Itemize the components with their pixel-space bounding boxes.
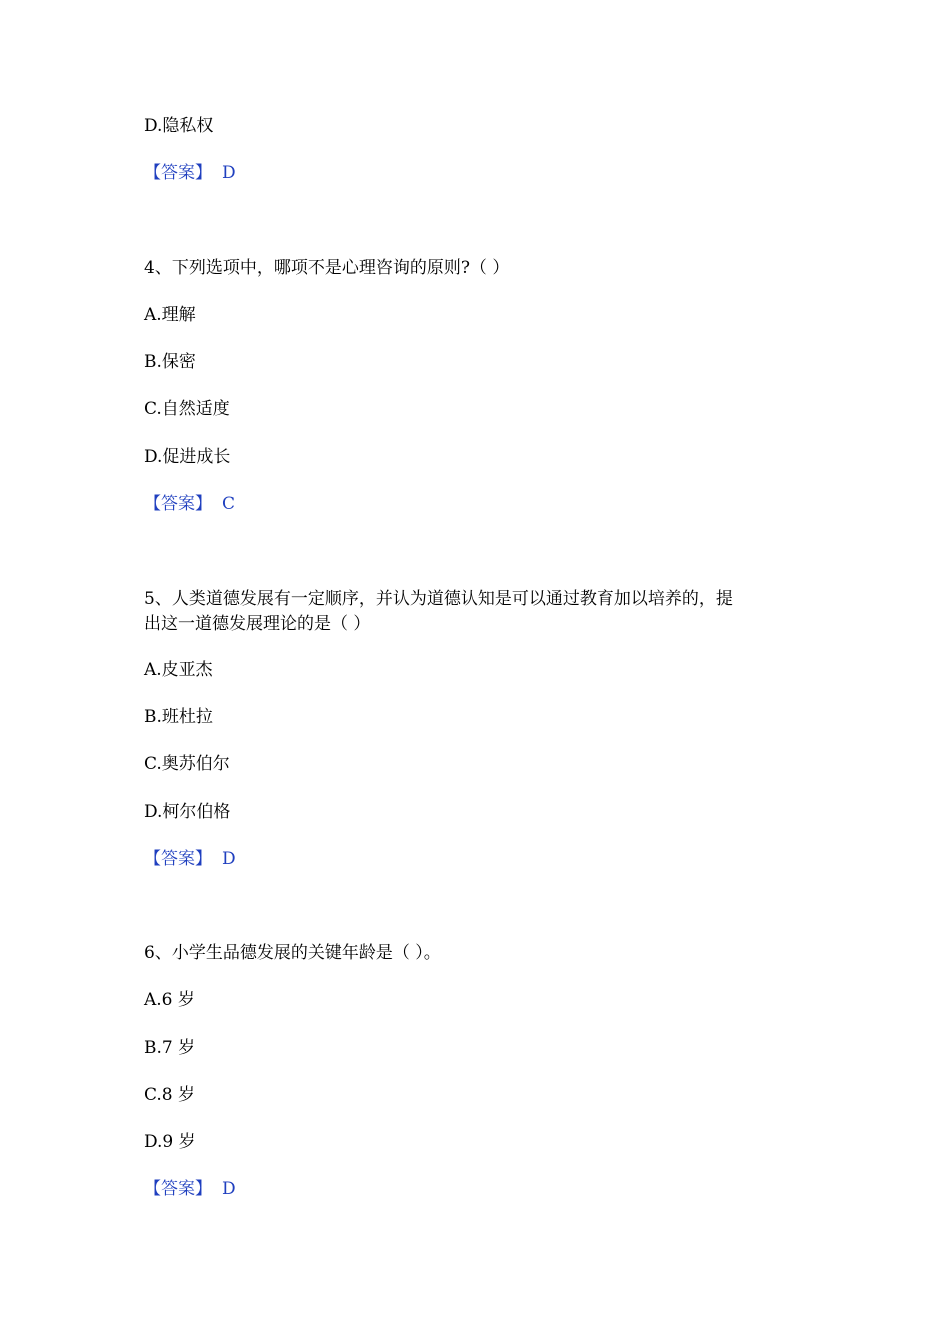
q5-option-a: A.皮亚杰 — [144, 660, 213, 680]
q5-answer-label: 【答案】 — [144, 849, 212, 869]
q6-option-a: A.6 岁 — [144, 990, 195, 1010]
q6-answer — [144, 1178, 236, 1200]
q4-answer-value: C — [222, 494, 236, 514]
q5-answer-value: D — [222, 849, 236, 869]
q3-answer — [144, 162, 236, 184]
q4-option-d: D.促进成长 — [144, 447, 231, 467]
q4-option-c: C.自然适度 — [144, 399, 230, 419]
q4-option-b: B.保密 — [144, 352, 196, 372]
q6-option-c: C.8 岁 — [144, 1085, 196, 1105]
q3-answer-label: 【答案】 — [144, 163, 212, 183]
q6-option-d: D.9 岁 — [144, 1132, 196, 1152]
q6-question: 6、小学生品德发展的关键年龄是（ ）。 — [144, 943, 441, 963]
q5-question-line1: 5、人类道德发展有一定顺序，并认为道德认知是可以通过教育加以培养的，提 — [144, 589, 733, 609]
q4-question: 4、下列选项中，哪项不是心理咨询的原则?（ ） — [144, 258, 510, 278]
q4-answer-label: 【答案】 — [144, 494, 212, 514]
q5-answer — [144, 848, 236, 870]
q3-option-d: D.隐私权 — [144, 116, 214, 136]
q4-option-a: A.理解 — [144, 305, 196, 325]
q5-option-b: B.班杜拉 — [144, 707, 213, 727]
q4-answer — [144, 493, 235, 515]
q5-option-d: D.柯尔伯格 — [144, 802, 231, 822]
q3-answer-value: D — [222, 163, 236, 183]
q6-option-b: B.7 岁 — [144, 1038, 196, 1058]
q5-option-c: C.奥苏伯尔 — [144, 754, 230, 774]
q6-answer-value: D — [222, 1179, 236, 1199]
q5-question-line2: 出这一道德发展理论的是（ ） — [144, 614, 371, 634]
q6-answer-label: 【答案】 — [144, 1179, 212, 1199]
